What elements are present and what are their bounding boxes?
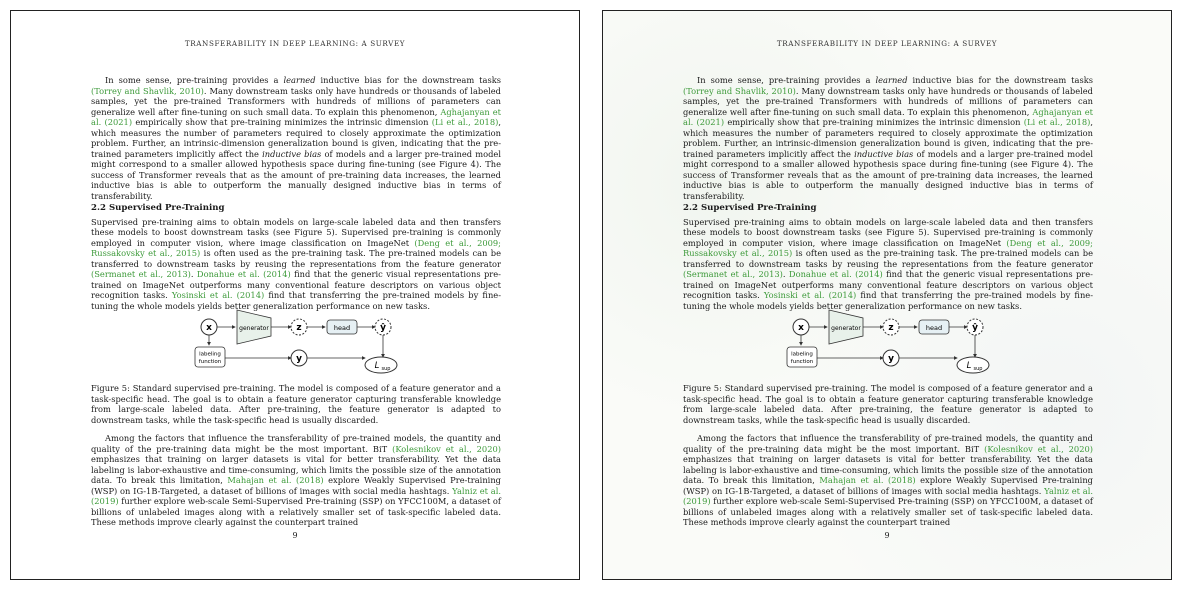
text: . Many downstream tasks only have hundreds or thousands of labeled samples, yet the pre-trained Transformers with hundreds of millions of parameters can generalize well after fine-tuning on such small data. To explain this phenomenon, <box>91 85 501 117</box>
paragraph-intro <box>91 75 501 201</box>
section-supervised <box>91 203 501 311</box>
text: , which measures the number of parameters required to closely approximate the optimization problem. Further, an intrinsic-dimension generalization bound is given, indicating that the pre-trained parameters implicitly affect the <box>683 117 1093 159</box>
loss-subscript: sup <box>973 366 983 372</box>
text: find that transferring the pre-trained models by fine-tuning the whole models yields better generalization performance on new tasks. <box>683 290 1094 311</box>
emphasis: inductive bias <box>262 148 322 159</box>
input-x-label: x <box>206 323 212 333</box>
section-supervised <box>683 203 1093 311</box>
text: Supervised pre-training aims to obtain models on large-scale labeled data and then transfers these models to boost downstream tasks (see Figure 5). Supervised pre-training is commonly employed in computer vision, where image classification on ImageNet <box>683 216 1093 248</box>
text: . <box>782 269 789 279</box>
caption-text: Figure 5: Standard supervised pre-training. The model is composed of a feature generator and a task-specific head. The goal is to obtain a feature generator capturing transferable knowledge from large-scale labeled data. After pre-training, the feature generator is adapted to downstream tasks, while the task-specific head is usually discarded. <box>683 383 1093 425</box>
section-title: 2.2 Supervised Pre-Training <box>683 203 817 213</box>
text: , which measures the number of parameters required to closely approximate the optimization problem. Further, an intrinsic-dimension generalization bound is given, indicating that the pre-trained parameters implicitly affect the <box>91 117 501 159</box>
citation-link[interactable]: Donahue et al. (2014) <box>196 269 291 279</box>
document-page-right <box>602 10 1172 580</box>
label-y-label: y <box>888 354 894 364</box>
figure-caption <box>683 383 1093 425</box>
citation-link[interactable]: (Deng et al., 2009; Russakovsky et al., 2015) <box>91 237 501 258</box>
page-number: 9 <box>884 531 890 540</box>
text: Among the factors that influence the transferability of pre-trained models, the quantity and quality of the pre-training data might be the most important. BiT <box>683 433 1093 454</box>
text: . <box>190 269 197 279</box>
text: emphasizes that training on larger datasets is vital for better transferability. Yet the data labeling is labor-exhaustive and time-consuming, which limits the possible size of the annotation data. To break this limitation, <box>91 454 501 485</box>
text: inductive bias for the downstream tasks <box>315 75 501 85</box>
head-label: head <box>333 324 351 332</box>
citation-link[interactable]: (Sermanet et al., 2013) <box>683 269 783 279</box>
pipeline-diagram <box>191 307 411 379</box>
labeling-label-line2: function <box>198 359 222 365</box>
citation-link[interactable]: (Li et al., 2018) <box>431 117 499 127</box>
citation-link[interactable]: Mahajan et al. (2018) <box>819 475 916 485</box>
text: explore Weakly Supervised Pre-training (WSP) on IG-1B-Targeted, a dataset of billions of images with social media hashtags. <box>91 475 501 496</box>
generator-label: generator <box>239 325 269 332</box>
citation-link[interactable]: Yalniz et al. (2019) <box>91 485 502 506</box>
citation-link[interactable]: (Torrey and Shavlik, 2010) <box>683 85 796 96</box>
text: Among the factors that influence the transferability of pre-trained models, the quantity and quality of the pre-training data might be the most important. BiT <box>91 433 501 454</box>
labeling-label-line1: labeling <box>791 351 813 358</box>
labeling-label-line1: labeling <box>199 351 221 358</box>
citation-link[interactable]: Aghajanyan et al. (2021) <box>91 106 501 127</box>
loss-label: L <box>374 361 380 371</box>
loss-label: L <box>966 361 972 371</box>
text: empirically show that pre-training minimizes the intrinsic dimension <box>132 117 432 127</box>
section-title: 2.2 Supervised Pre-Training <box>91 203 225 213</box>
emphasis: learned <box>283 75 316 85</box>
input-x-label: x <box>798 323 804 333</box>
text: further explore web-scale Semi-Supervised Pre-training (SSP) on YFCC100M, a dataset of billions of unlabeled images along with a relatively smaller set of task-specific labeled data. These methods improve clearly against the counterpart trained <box>91 496 501 527</box>
labeling-label-line2: function <box>790 359 814 365</box>
paragraph-factors <box>683 433 1093 528</box>
paragraph-intro <box>683 75 1093 201</box>
text: of models and a larger pre-trained model might correspond to a smaller allowed hypothesis space during fine-tuning (see Figure 4). The success of Transformer reveals that as the amount of pre-training data increases, the learned inductive bias is able to outperform the manually designed inductive bias in terms of transferability. <box>91 148 501 201</box>
text: find that the generic visual representations pre-trained on ImageNet outperforms many conventional feature descriptors on various object recognition tasks. <box>91 269 501 300</box>
head-label: head <box>925 324 943 332</box>
text: find that the generic visual representations pre-trained on ImageNet outperforms many conventional feature descriptors on various object recognition tasks. <box>683 269 1093 300</box>
caption-text: Figure 5: Standard supervised pre-training. The model is composed of a feature generator and a task-specific head. The goal is to obtain a feature generator capturing transferable knowledge from large-scale labeled data. After pre-training, the feature generator is adapted to downstream tasks, while the task-specific head is usually discarded. <box>91 383 501 425</box>
citation-link[interactable]: (Sermanet et al., 2013) <box>91 269 191 279</box>
figure-5-diagram <box>191 307 411 379</box>
text: is often used as the pre-training task. The pre-trained models can be transferred to downstream tasks by reusing the representations from the feature generator <box>683 248 1093 269</box>
page-number: 9 <box>292 531 298 540</box>
prediction-label: ŷ <box>380 323 386 333</box>
emphasis: learned <box>875 75 908 85</box>
running-header: TRANSFERABILITY IN DEEP LEARNING: A SURVEY <box>776 39 998 48</box>
text: emphasizes that training on larger datasets is vital for better transferability. Yet the data labeling is labor-exhaustive and time-consuming, which limits the possible size of the annotation data. To break this limitation, <box>683 454 1093 485</box>
document-page-left <box>10 10 580 580</box>
feature-z-label: z <box>888 323 894 333</box>
text: find that transferring the pre-trained models by fine-tuning the whole models yields better generalization performance on new tasks. <box>91 290 502 311</box>
citation-link[interactable]: (Kolesnikov et al., 2020) <box>392 443 502 454</box>
citation-link[interactable]: Mahajan et al. (2018) <box>227 475 324 485</box>
paragraph-factors <box>91 433 501 528</box>
text: empirically show that pre-training minimizes the intrinsic dimension <box>724 117 1024 127</box>
text: Supervised pre-training aims to obtain models on large-scale labeled data and then transfers these models to boost downstream tasks (see Figure 5). Supervised pre-training is commonly employed in computer vision, where image classification on ImageNet <box>91 216 501 248</box>
citation-link[interactable]: Donahue et al. (2014) <box>788 269 883 279</box>
running-header: TRANSFERABILITY IN DEEP LEARNING: A SURVEY <box>184 39 406 48</box>
figure-caption <box>91 383 501 425</box>
citation-link[interactable]: (Li et al., 2018) <box>1023 117 1091 127</box>
citation-link[interactable]: (Deng et al., 2009; Russakovsky et al., 2015) <box>683 237 1093 258</box>
text: In some sense, pre-training provides a <box>105 75 284 85</box>
generator-label: generator <box>831 325 861 332</box>
text: inductive bias for the downstream tasks <box>907 75 1093 85</box>
prediction-label: ŷ <box>972 323 978 333</box>
loss-subscript: sup <box>381 366 391 372</box>
citation-link[interactable]: Yalniz et al. (2019) <box>683 485 1094 506</box>
text: . Many downstream tasks only have hundreds or thousands of labeled samples, yet the pre-trained Transformers with hundreds of millions of parameters can generalize well after fine-tuning on such small data. To explain this phenomenon, <box>683 85 1093 117</box>
text: explore Weakly Supervised Pre-training (WSP) on IG-1B-Targeted, a dataset of billions of images with social media hashtags. <box>683 475 1093 496</box>
pipeline-diagram <box>783 307 1003 379</box>
text: In some sense, pre-training provides a <box>697 75 876 85</box>
citation-link[interactable]: Yosinski et al. (2014) <box>171 290 265 300</box>
citation-link[interactable]: Aghajanyan et al. (2021) <box>683 106 1093 127</box>
text: of models and a larger pre-trained model might correspond to a smaller allowed hypothesis space during fine-tuning (see Figure 4). The success of Transformer reveals that as the amount of pre-training data increases, the learned inductive bias is able to outperform the manually designed inductive bias in terms of transferability. <box>683 148 1093 201</box>
text: further explore web-scale Semi-Supervised Pre-training (SSP) on YFCC100M, a dataset of billions of unlabeled images along with a relatively smaller set of task-specific labeled data. These methods improve clearly against the counterpart trained <box>683 496 1093 527</box>
citation-link[interactable]: (Torrey and Shavlik, 2010) <box>91 85 204 96</box>
figure-5-diagram <box>783 307 1003 379</box>
emphasis: inductive bias <box>854 148 914 159</box>
feature-z-label: z <box>296 323 302 333</box>
citation-link[interactable]: Yosinski et al. (2014) <box>763 290 857 300</box>
citation-link[interactable]: (Kolesnikov et al., 2020) <box>984 443 1094 454</box>
label-y-label: y <box>296 354 302 364</box>
text: is often used as the pre-training task. The pre-trained models can be transferred to downstream tasks by reusing the representations from the feature generator <box>91 248 501 269</box>
